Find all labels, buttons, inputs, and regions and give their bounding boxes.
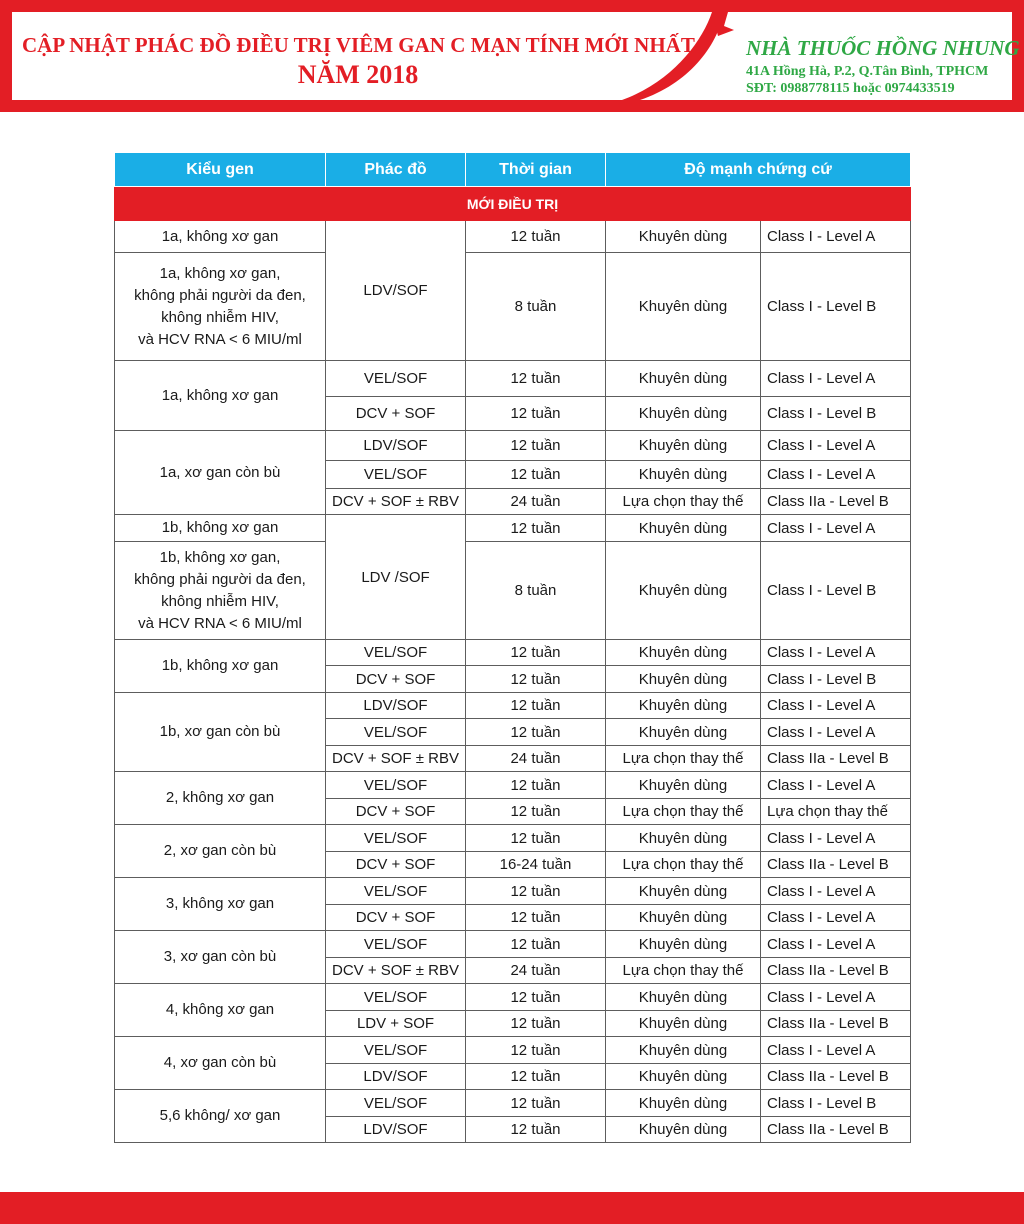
genotype-line: và HCV RNA < 6 MIU/ml <box>138 614 302 632</box>
recommendation-cell: Lựa chọn thay thế <box>606 852 761 878</box>
duration-cell: 24 tuần <box>466 489 606 515</box>
table-header-row <box>115 153 911 187</box>
genotype-cell <box>115 542 326 640</box>
recommendation-cell: Khuyên dùng <box>606 515 761 542</box>
page-title <box>22 32 694 90</box>
recommendation-cell: Khuyên dùng <box>606 640 761 666</box>
duration-cell: 12 tuần <box>466 1064 606 1090</box>
genotype-cell <box>115 253 326 361</box>
section-label: MỚI ĐIỀU TRỊ <box>115 187 911 221</box>
table-row <box>115 221 911 253</box>
pharmacy-address: 41A Hồng Hà, P.2, Q.Tân Bình, TPHCM <box>746 64 989 79</box>
recommendation-cell: Khuyên dùng <box>606 1011 761 1037</box>
duration-cell: 12 tuần <box>466 1090 606 1117</box>
recommendation-cell: Khuyên dùng <box>606 361 761 397</box>
duration-cell: 12 tuần <box>466 221 606 253</box>
regimen-cell: VEL/SOF <box>326 461 466 489</box>
genotype-cell: 1b, xơ gan còn bù <box>115 693 326 772</box>
evidence-cell: Class I - Level A <box>761 931 911 958</box>
table-row <box>115 931 911 958</box>
recommendation-cell: Khuyên dùng <box>606 984 761 1011</box>
evidence-cell: Class I - Level B <box>761 542 911 640</box>
evidence-cell: Class I - Level A <box>761 515 911 542</box>
title-line-2: NĂM 2018 <box>297 60 419 89</box>
duration-cell: 12 tuần <box>466 1117 606 1143</box>
recommendation-cell: Khuyên dùng <box>606 1037 761 1064</box>
duration-cell: 12 tuần <box>466 640 606 666</box>
regimen-cell: VEL/SOF <box>326 931 466 958</box>
recommendation-cell: Khuyên dùng <box>606 693 761 719</box>
duration-cell: 12 tuần <box>466 931 606 958</box>
section-row <box>115 187 911 221</box>
evidence-cell: Class I - Level A <box>761 693 911 719</box>
evidence-cell: Class I - Level A <box>761 719 911 746</box>
recommendation-cell: Khuyên dùng <box>606 1090 761 1117</box>
table-row <box>115 878 911 905</box>
recommendation-cell: Khuyên dùng <box>606 253 761 361</box>
table-row <box>115 640 911 666</box>
genotype-line: không nhiễm HIV, <box>161 592 279 610</box>
duration-cell: 12 tuần <box>466 984 606 1011</box>
recommendation-cell: Khuyên dùng <box>606 1064 761 1090</box>
duration-cell: 24 tuần <box>466 746 606 772</box>
genotype-cell: 4, xơ gan còn bù <box>115 1037 326 1090</box>
pharmacy-phone: SĐT: 0988778115 hoặc 0974433519 <box>746 81 955 96</box>
pharmacy-info <box>746 36 1024 97</box>
table-row <box>115 984 911 1011</box>
evidence-cell: Class I - Level B <box>761 397 911 431</box>
duration-cell: 12 tuần <box>466 1037 606 1064</box>
duration-cell: 12 tuần <box>466 461 606 489</box>
evidence-cell: Class IIa - Level B <box>761 958 911 984</box>
evidence-cell: Class IIa - Level B <box>761 489 911 515</box>
duration-cell: 12 tuần <box>466 666 606 693</box>
recommendation-cell: Khuyên dùng <box>606 772 761 799</box>
recommendation-cell: Lựa chọn thay thế <box>606 958 761 984</box>
duration-cell: 12 tuần <box>466 1011 606 1037</box>
header-genotype: Kiểu gen <box>115 153 326 187</box>
regimen-cell: LDV/SOF <box>326 1064 466 1090</box>
table-row <box>115 693 911 719</box>
regimen-cell: DCV + SOF ± RBV <box>326 489 466 515</box>
genotype-line: không phải người da đen, <box>134 286 306 304</box>
regimen-cell: LDV/SOF <box>326 431 466 461</box>
genotype-line: không phải người da đen, <box>134 570 306 588</box>
regimen-cell: DCV + SOF <box>326 799 466 825</box>
regimen-cell: LDV /SOF <box>326 515 466 640</box>
recommendation-cell: Khuyên dùng <box>606 397 761 431</box>
title-line-1: CẬP NHẬT PHÁC ĐỒ ĐIỀU TRỊ VIÊM GAN C MẠN TÍNH MỚI NHẤT <box>22 33 695 57</box>
recommendation-cell: Khuyên dùng <box>606 905 761 931</box>
genotype-line: không nhiễm HIV, <box>161 308 279 326</box>
duration-cell: 24 tuần <box>466 958 606 984</box>
header-regimen: Phác đồ <box>326 153 466 187</box>
evidence-cell: Class I - Level A <box>761 640 911 666</box>
treatment-regimen-table <box>114 152 911 1143</box>
duration-cell: 12 tuần <box>466 397 606 431</box>
recommendation-cell: Khuyên dùng <box>606 542 761 640</box>
duration-cell: 12 tuần <box>466 431 606 461</box>
pharmacy-name: NHÀ THUỐC HỒNG NHUNG <box>746 36 1020 60</box>
evidence-cell: Class I - Level B <box>761 253 911 361</box>
recommendation-cell: Khuyên dùng <box>606 931 761 958</box>
genotype-cell: 1a, không xơ gan <box>115 361 326 431</box>
duration-cell: 12 tuần <box>466 719 606 746</box>
genotype-line: 1b, không xơ gan, <box>159 548 281 566</box>
recommendation-cell: Khuyên dùng <box>606 1117 761 1143</box>
duration-cell: 12 tuần <box>466 515 606 542</box>
footer-bar <box>0 1192 1024 1224</box>
regimen-cell: VEL/SOF <box>326 984 466 1011</box>
regimen-cell: DCV + SOF <box>326 666 466 693</box>
evidence-cell: Class I - Level A <box>761 772 911 799</box>
table-row <box>115 253 911 361</box>
evidence-cell: Class IIa - Level B <box>761 1011 911 1037</box>
evidence-cell: Class IIa - Level B <box>761 1117 911 1143</box>
regimen-cell: VEL/SOF <box>326 878 466 905</box>
genotype-cell: 2, không xơ gan <box>115 772 326 825</box>
recommendation-cell: Khuyên dùng <box>606 825 761 852</box>
genotype-cell: 3, không xơ gan <box>115 878 326 931</box>
evidence-cell: Class IIa - Level B <box>761 852 911 878</box>
evidence-cell: Class IIa - Level B <box>761 746 911 772</box>
genotype-cell: 1b, không xơ gan <box>115 515 326 542</box>
evidence-cell: Class I - Level A <box>761 825 911 852</box>
evidence-cell: Class I - Level A <box>761 221 911 253</box>
duration-cell: 12 tuần <box>466 361 606 397</box>
header-duration: Thời gian <box>466 153 606 187</box>
table-row <box>115 542 911 640</box>
table-row <box>115 1037 911 1064</box>
duration-cell: 12 tuần <box>466 799 606 825</box>
regimen-cell: DCV + SOF ± RBV <box>326 958 466 984</box>
regimen-cell: DCV + SOF <box>326 852 466 878</box>
table-row <box>115 515 911 542</box>
genotype-cell: 4, không xơ gan <box>115 984 326 1037</box>
genotype-cell: 1b, không xơ gan <box>115 640 326 693</box>
duration-cell: 12 tuần <box>466 825 606 852</box>
regimen-cell: DCV + SOF ± RBV <box>326 746 466 772</box>
regimen-cell: LDV/SOF <box>326 1117 466 1143</box>
regimen-cell: VEL/SOF <box>326 640 466 666</box>
evidence-cell: Class I - Level B <box>761 666 911 693</box>
regimen-cell: VEL/SOF <box>326 1090 466 1117</box>
regimen-cell: DCV + SOF <box>326 905 466 931</box>
regimen-cell: VEL/SOF <box>326 719 466 746</box>
genotype-cell: 1a, xơ gan còn bù <box>115 431 326 515</box>
header-panel <box>12 12 1020 100</box>
genotype-cell: 3, xơ gan còn bù <box>115 931 326 984</box>
evidence-cell: Class I - Level A <box>761 431 911 461</box>
duration-cell: 16-24 tuần <box>466 852 606 878</box>
table-row <box>115 825 911 852</box>
duration-cell: 12 tuần <box>466 905 606 931</box>
table-row <box>115 361 911 397</box>
recommendation-cell: Khuyên dùng <box>606 878 761 905</box>
recommendation-cell: Khuyên dùng <box>606 666 761 693</box>
genotype-cell: 2, xơ gan còn bù <box>115 825 326 878</box>
genotype-line: 1a, không xơ gan, <box>159 264 281 282</box>
duration-cell: 12 tuần <box>466 878 606 905</box>
recommendation-cell: Lựa chọn thay thế <box>606 746 761 772</box>
recommendation-cell: Khuyên dùng <box>606 461 761 489</box>
evidence-cell: Class I - Level A <box>761 984 911 1011</box>
evidence-cell: Class I - Level B <box>761 1090 911 1117</box>
evidence-cell: Class I - Level A <box>761 361 911 397</box>
recommendation-cell: Khuyên dùng <box>606 719 761 746</box>
duration-cell: 12 tuần <box>466 693 606 719</box>
regimen-cell: DCV + SOF <box>326 397 466 431</box>
evidence-cell: Class I - Level A <box>761 1037 911 1064</box>
genotype-line: và HCV RNA < 6 MIU/ml <box>138 330 302 348</box>
duration-cell: 12 tuần <box>466 772 606 799</box>
evidence-cell: Class I - Level A <box>761 878 911 905</box>
regimen-cell: LDV/SOF <box>326 221 466 361</box>
evidence-cell: Lựa chọn thay thế <box>761 799 911 825</box>
regimen-cell: LDV + SOF <box>326 1011 466 1037</box>
regimen-cell: VEL/SOF <box>326 772 466 799</box>
regimen-cell: LDV/SOF <box>326 693 466 719</box>
regimen-cell: VEL/SOF <box>326 825 466 852</box>
duration-cell: 8 tuần <box>466 542 606 640</box>
evidence-cell: Class I - Level A <box>761 461 911 489</box>
table-row <box>115 1090 911 1117</box>
table-row <box>115 772 911 799</box>
recommendation-cell: Khuyên dùng <box>606 431 761 461</box>
recommendation-cell: Khuyên dùng <box>606 221 761 253</box>
genotype-cell: 5,6 không/ xơ gan <box>115 1090 326 1143</box>
recommendation-cell: Lựa chọn thay thế <box>606 489 761 515</box>
regimen-cell: VEL/SOF <box>326 361 466 397</box>
duration-cell: 8 tuần <box>466 253 606 361</box>
recommendation-cell: Lựa chọn thay thế <box>606 799 761 825</box>
evidence-cell: Class I - Level A <box>761 905 911 931</box>
header-evidence: Độ mạnh chứng cứ <box>606 153 911 187</box>
table-row <box>115 431 911 461</box>
evidence-cell: Class IIa - Level B <box>761 1064 911 1090</box>
genotype-cell: 1a, không xơ gan <box>115 221 326 253</box>
regimen-cell: VEL/SOF <box>326 1037 466 1064</box>
